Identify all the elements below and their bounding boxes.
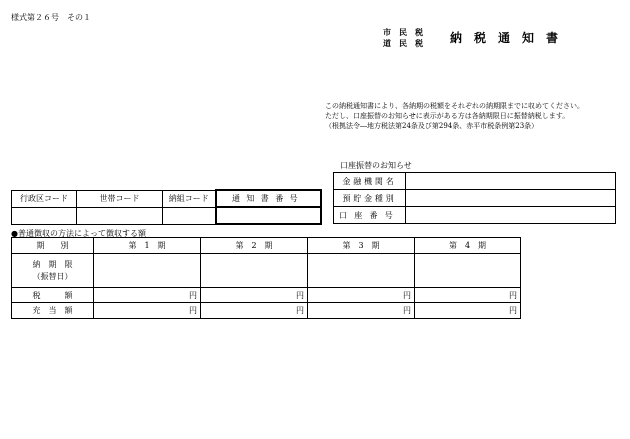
payment-group-code-header: 納組コード (163, 190, 216, 207)
due-date-cell (308, 254, 415, 288)
period-4-header: 第 4 期 (415, 238, 521, 254)
notice-line-3: （根拠法令―地方税法第24条及び第294条、赤平市税条例第23条） (325, 122, 539, 130)
notice-line-1: この納税通知書により、各納期の税額をそれぞれの納期限までに収めてください。 (325, 102, 584, 110)
document-title: 納 税 通 知 書 (450, 31, 559, 45)
account-value (406, 173, 616, 190)
period-2-header: 第 2 期 (201, 238, 308, 254)
section-title: ●普通徴収の方法によって徴収する額 (11, 229, 146, 238)
period-3-header: 第 3 期 (308, 238, 415, 254)
tax-amount-row (12, 288, 521, 303)
applied-amount-cell: 円 (94, 303, 201, 319)
notice-line-2: ただし、口座振替のお知らせに表示がある方は各納期限日に振替納税します。 (325, 112, 570, 120)
tax-amount-cell: 円 (308, 288, 415, 303)
due-date-label-line-1: 納 期 限 (32, 259, 73, 269)
due-date-label-line-2: （振替日） (32, 271, 73, 281)
tax-type-label-1: 市 民 税 (383, 27, 423, 37)
notice-number-value (216, 207, 321, 224)
codes-table (11, 189, 322, 225)
due-date-cell (94, 254, 201, 288)
admin-district-code-header: 行政区コード (12, 190, 77, 207)
payment-group-code-value (163, 207, 216, 224)
account-value (406, 207, 616, 224)
applied-amount-cell: 円 (308, 303, 415, 319)
account-row (334, 190, 616, 207)
account-row (334, 207, 616, 224)
applied-amount-cell: 円 (201, 303, 308, 319)
period-header-row (12, 238, 521, 254)
due-date-cell (201, 254, 308, 288)
tax-amount-cell: 円 (94, 288, 201, 303)
tax-amount-cell: 円 (415, 288, 521, 303)
household-code-header: 世帯コード (77, 190, 163, 207)
account-notice-title: 口座振替のお知らせ (340, 161, 412, 170)
account-row (334, 173, 616, 190)
period-header: 期 別 (12, 238, 94, 254)
due-date-row (12, 254, 521, 288)
applied-amount-label: 充 当 額 (12, 303, 94, 319)
installments-table (11, 237, 521, 319)
account-label: 口座番号 (334, 207, 406, 224)
tax-amount-label: 税 額 (12, 288, 94, 303)
admin-district-code-value (12, 207, 77, 224)
notice-number-header: 通知書番号 (216, 190, 321, 207)
period-1-header: 第 1 期 (94, 238, 201, 254)
account-label: 預貯金種別 (334, 190, 406, 207)
form-number: 様式第２６号 その１ (11, 13, 91, 22)
applied-amount-cell: 円 (415, 303, 521, 319)
applied-amount-row (12, 303, 521, 319)
tax-amount-cell: 円 (201, 288, 308, 303)
due-date-label (12, 254, 94, 288)
due-date-cell (415, 254, 521, 288)
account-value (406, 190, 616, 207)
account-label: 金融機関名 (334, 173, 406, 190)
account-notice-table (333, 172, 616, 224)
household-code-value (77, 207, 163, 224)
tax-type-label-2: 道 民 税 (383, 38, 423, 48)
